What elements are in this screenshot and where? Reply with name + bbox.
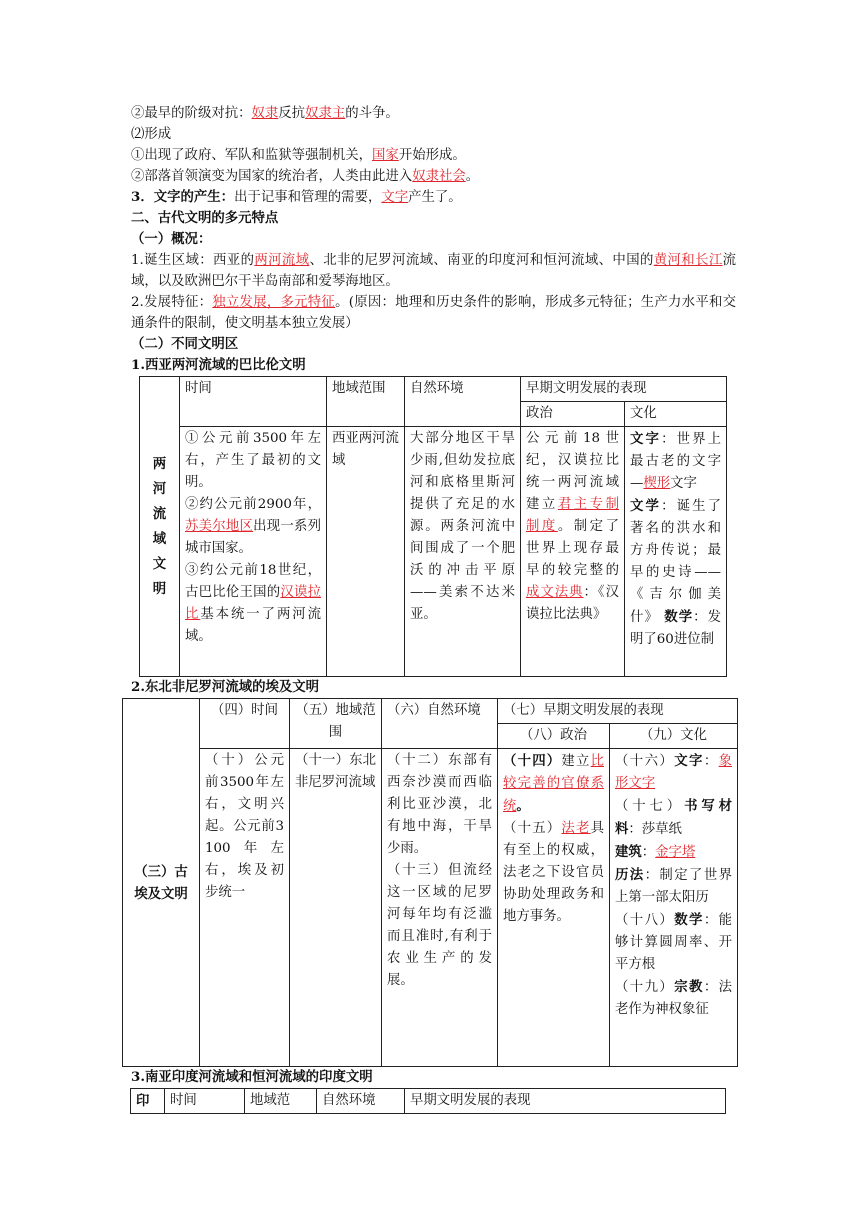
header-environment: （六）自然环境 — [382, 699, 498, 749]
text-line: 3．文字的产生：出于记事和管理的需要，文字产生了。 — [131, 189, 462, 205]
egypt-table — [122, 698, 738, 1067]
cell-environment: 大部分地区干旱少雨,但幼发拉底河和底格里斯河提供了充足的水源。两条河流中间围成了一个肥沃的冲击平原——美索不达米亚。 — [405, 427, 521, 677]
table-title: 1.西亚两河流域的巴比伦文明 — [131, 357, 306, 373]
side-label: （三）古埃及文明 — [123, 699, 200, 1067]
text-line: ②最早的阶级对抗：奴隶反抗奴隶主的斗争。 — [131, 106, 399, 121]
header-culture: （九）文化 — [610, 724, 738, 749]
cell-politics: 公元前18世纪，汉谟拉比统一两河流域 建立君主专制制度。制定了世界上现存最早的较完整的成文法典：《汉谟拉比法典》 — [521, 427, 625, 677]
india-table — [130, 1088, 726, 1114]
subsection-heading: （二）不同文明区 — [131, 336, 239, 352]
cell-environment: （十二）东部有西奈沙漠而西临利比亚沙漠，北有地中海，干旱少雨。 （十三）但流经这一区域的尼罗河每年均有泛滥而且准时,有利于农业生产的发展。 — [382, 749, 498, 1067]
header-environment: 自然环境 — [317, 1089, 405, 1114]
header-time: 时间 — [165, 1089, 245, 1114]
header-culture: 文化 — [625, 402, 727, 427]
cell-region: 西亚两河流域 — [327, 427, 405, 677]
section-heading: 二、古代文明的多元特点 — [131, 210, 279, 226]
cell-culture: 文字：世界上最古老的文字—楔形文字 文学：诞生了著名的洪水和方舟传说；最早的史诗——《吉尔伽美什》 数学：发明了60进位制 — [625, 427, 727, 677]
header-time: 时间 — [180, 377, 327, 427]
text-line: ②部落首领演变为国家的统治者，人类由此进入奴隶社会。 — [131, 169, 480, 184]
header-politics: 政治 — [521, 402, 625, 427]
cell-time: （十）公元前3500年左右，文明兴起。公元前3100年左右，埃及初步统一 — [200, 749, 290, 1067]
header-performance: 早期文明发展的表现 — [405, 1089, 726, 1114]
side-label: 印 — [131, 1089, 165, 1114]
subsection-heading: （一）概况： — [131, 231, 212, 247]
header-region: 地域范围 — [327, 377, 405, 427]
header-performance: （七）早期文明发展的表现 — [498, 699, 738, 724]
table-title: 3.南亚印度河流域和恒河流域的印度文明 — [131, 1069, 373, 1085]
text-paragraph: 2.发展特征：独立发展，多元特征。(原因：地理和历史条件的影响，形成多元特征；生产力水平和交通条件的限制，使文明基本独立发展） — [131, 295, 737, 331]
table-title: 2.东北非尼罗河流域的埃及文明 — [131, 679, 320, 695]
document-page — [131, 103, 736, 1114]
header-performance: 早期文明发展的表现 — [521, 377, 727, 402]
cell-culture: （十六）文字：象形文字 （十七）书写材料：莎草纸 建筑：金字塔 历法：制定了世界上第一部太阳历 （十八）数学：能够计算圆周率、开平方根 （十九）宗教：法老作为神权象征 — [610, 749, 738, 1067]
header-region: （五）地域范围 — [290, 699, 382, 749]
header-politics: （八）政治 — [498, 724, 610, 749]
text-paragraph: 1.诞生区域：西亚的两河流域、北非的尼罗河流域、南亚的印度河和恒河流域、中国的黄河和长江流域，以及欧洲巴尔干半岛南部和爱琴海地区。 — [131, 253, 737, 289]
cell-politics: （十四）建立比较完善的官僚系统。 （十五）法老具有至上的权威，法老之下设官员协助处理政务和地方事务。 — [498, 749, 610, 1067]
mesopotamia-table — [139, 376, 727, 677]
text-line: ⑵形成 — [131, 127, 172, 142]
header-time: （四）时间 — [200, 699, 290, 749]
cell-region: （十一）东北非尼罗河流域 — [290, 749, 382, 1067]
header-environment: 自然环境 — [405, 377, 521, 427]
text-line: ①出现了政府、军队和监狱等强制机关，国家开始形成。 — [131, 148, 466, 163]
cell-time: ①公元前3500年左右，产生了最初的文明。 ②约公元前2900年，苏美尔地区出现一系列城市国家。 ③约公元前18世纪，古巴比伦王国的汉谟拉比基本统一了两河流域。 — [180, 427, 327, 677]
side-label: 两 河 流 域 文 明 — [140, 377, 180, 677]
header-region: 地域范 — [245, 1089, 317, 1114]
